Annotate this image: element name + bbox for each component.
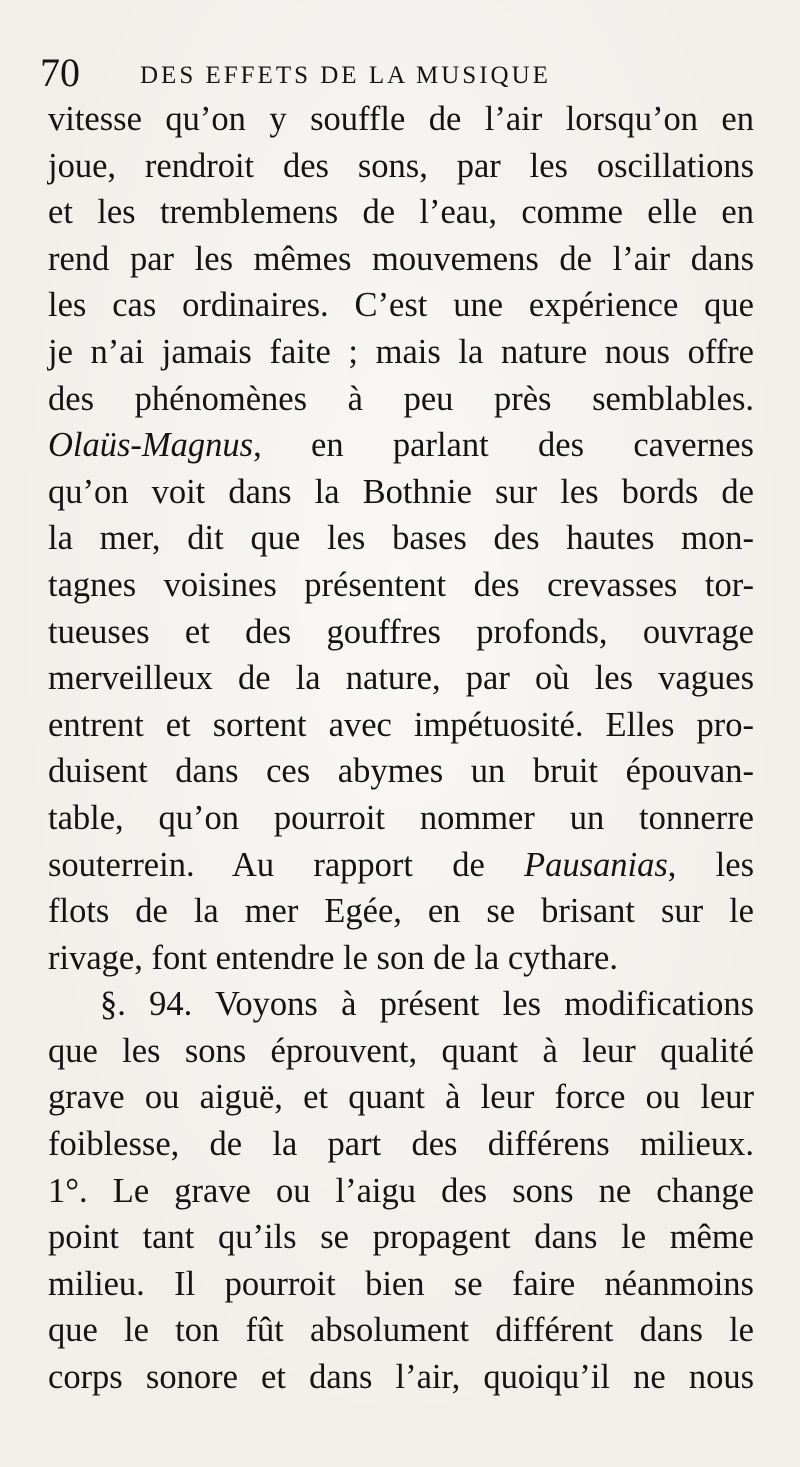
- text-line: 1°. Le grave ou l’aigu des sons ne change: [48, 1171, 754, 1210]
- text-line: vitesse qu’on y souffle de l’air lorsqu’on en: [48, 100, 754, 138]
- text-line: et les tremblemens de l’eau, comme elle en: [48, 193, 754, 232]
- text-line: merveilleux de la nature, par où les vagues: [48, 659, 754, 698]
- page-header: [40, 48, 760, 98]
- author-name-olaus-magnus: Olaüs-Magnus: [48, 426, 254, 465]
- text-line: que les sons éprouvent, quant à leur qualité: [48, 1031, 754, 1070]
- text-line: tueuses et des gouffres profonds, ouvrage: [48, 612, 754, 651]
- text-line: corps sonore et dans l’air, quoiqu’il ne nous: [48, 1358, 754, 1397]
- author-name-pausanias: Pausanias: [524, 845, 668, 884]
- text-line: table, qu’on pourroit nommer un tonnerre: [48, 798, 754, 837]
- text-line: des phénomènes à peu près semblables.: [48, 379, 754, 418]
- text-line: la mer, dit que les bases des hautes mon-: [48, 519, 754, 558]
- text-line: duisent dans ces abymes un bruit épouvan-: [48, 752, 754, 791]
- text-line: rivage, font entendre le son de la cythare.: [48, 938, 618, 977]
- text-line: tagnes voisines présentent des crevasses tor-: [48, 565, 754, 604]
- text-line: je n’ai jamais faite ; mais la nature nous offre: [48, 332, 754, 371]
- text-line: grave ou aiguë, et quant à leur force ou leur: [48, 1078, 754, 1117]
- section-94-start: §. 94. Voyons à présent les modifications: [100, 985, 754, 1024]
- text-line: joue, rendroit des sons, par les oscillations: [48, 146, 754, 185]
- text-line: que le ton fût absolument différent dans le: [48, 1311, 754, 1350]
- text-line: foiblesse, de la part des différens milieux.: [48, 1125, 754, 1164]
- text-line: qu’on voit dans la Bothnie sur les bords de: [48, 472, 754, 511]
- text-line: entrent et sortent avec impétuosité. Elles pro-: [48, 705, 754, 744]
- page-number: 70: [40, 50, 80, 95]
- text-line: rend par les mêmes mouvemens de l’air dans: [48, 239, 754, 278]
- text-line: Olaüs-Magnus, en parlant des cavernes: [48, 426, 754, 465]
- body-text: [48, 96, 754, 1401]
- text-line: milieu. Il pourroit bien se faire néanmoins: [48, 1264, 754, 1303]
- text-line: point tant qu’ils se propagent dans le même: [48, 1218, 754, 1257]
- text-line: les cas ordinaires. C’est une expérience que: [48, 286, 754, 325]
- running-head: DES EFFETS DE LA MUSIQUE: [140, 62, 551, 89]
- text-line: flots de la mer Egée, en se brisant sur le: [48, 892, 754, 931]
- text-line: souterrein. Au rapport de Pausanias, les: [48, 845, 754, 884]
